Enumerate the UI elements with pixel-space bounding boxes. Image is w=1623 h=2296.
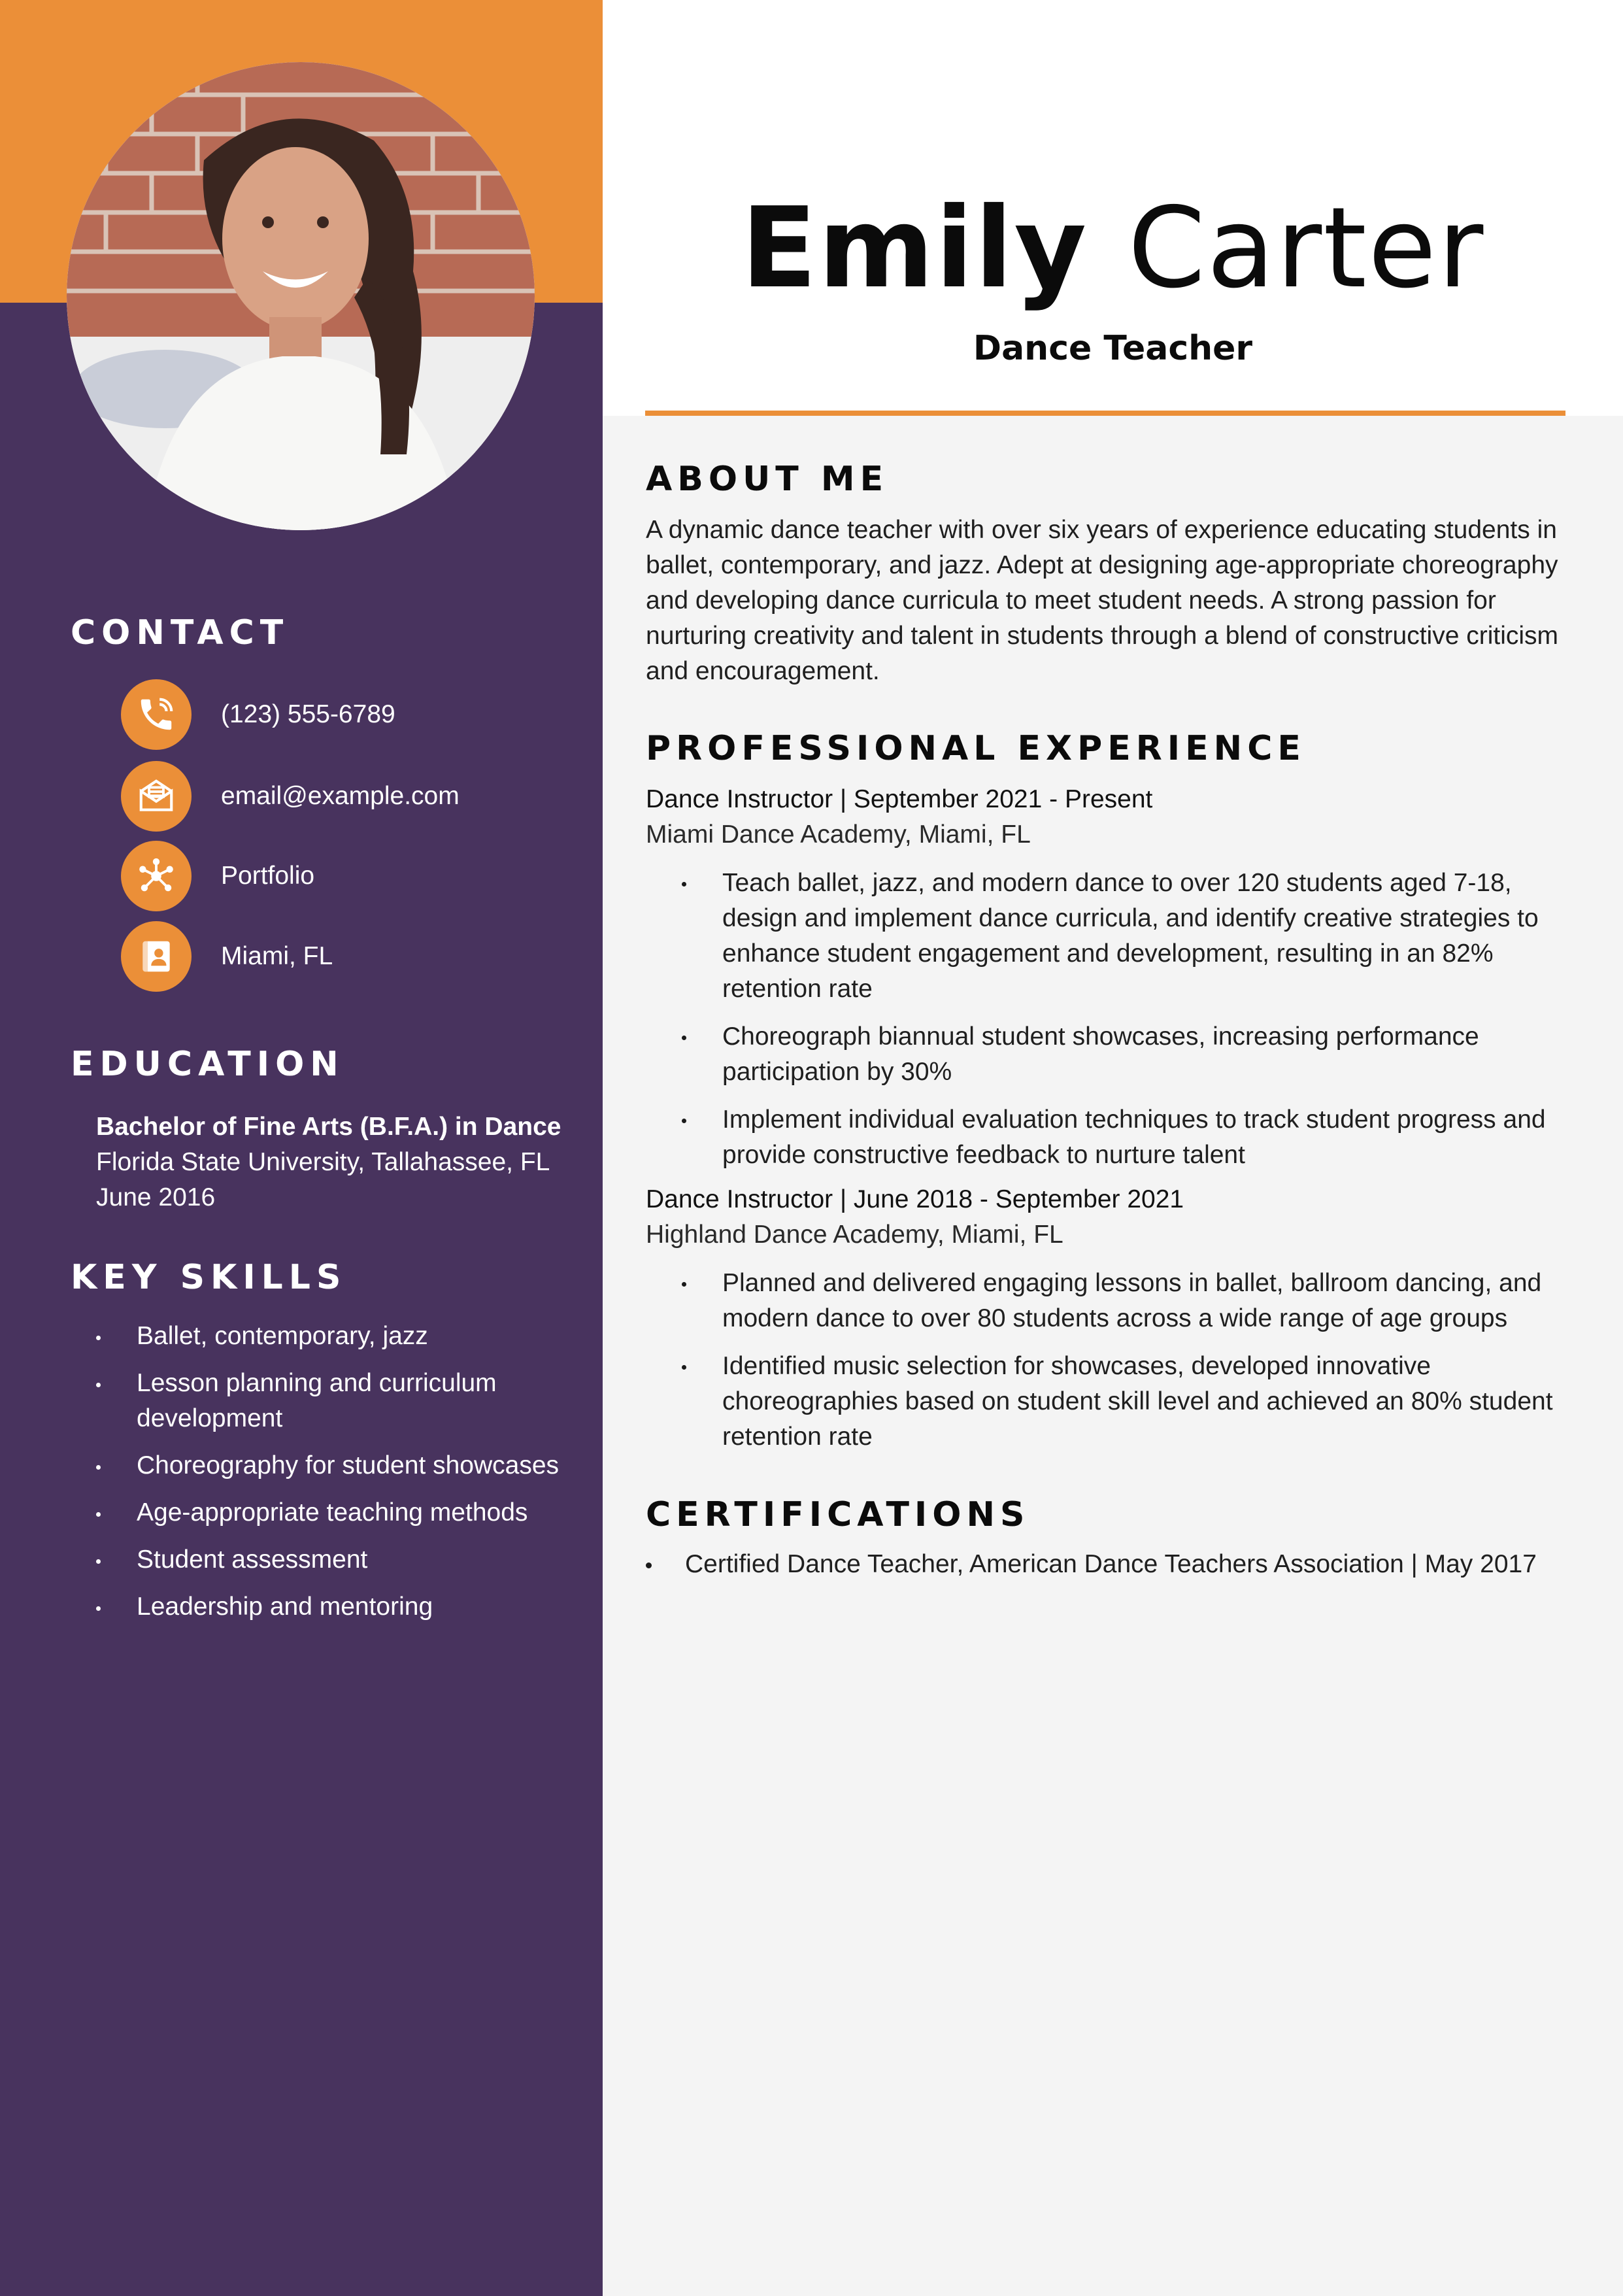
skill-item: Choreography for student showcases bbox=[96, 1448, 580, 1483]
certification-item: Certified Dance Teacher, American Dance Teachers Association | May 2017 bbox=[646, 1547, 1594, 1582]
job-bullets bbox=[646, 866, 1587, 1173]
job-entry bbox=[646, 782, 1587, 1185]
skill-item: Lesson planning and curriculum development bbox=[96, 1366, 580, 1436]
key-skills-list bbox=[96, 1319, 580, 1636]
education-heading: EDUCATION bbox=[71, 1045, 344, 1084]
job-bullet: Planned and delivered engaging lessons in ballet, ballroom dancing, and modern dance to over 80 students across a wide range of age groups bbox=[646, 1266, 1587, 1336]
email-icon bbox=[121, 761, 192, 832]
profile-photo bbox=[67, 62, 535, 530]
key-skills-heading: KEY SKILLS bbox=[71, 1258, 347, 1297]
education-date: June 2016 bbox=[96, 1183, 216, 1211]
job-title: Dance Teacher bbox=[973, 329, 1253, 368]
job-company: Miami Dance Academy, Miami, FL bbox=[646, 820, 1031, 849]
skill-item: Age-appropriate teaching methods bbox=[96, 1495, 580, 1530]
skill-item: Leadership and mentoring bbox=[96, 1589, 580, 1625]
candidate-name bbox=[603, 183, 1623, 314]
job-bullet: Choreograph biannual student showcases, increasing performance participation by 30% bbox=[646, 1019, 1587, 1090]
skill-item: Student assessment bbox=[96, 1542, 580, 1578]
job-role: Dance Instructor | June 2018 - September 2021 bbox=[646, 1185, 1184, 1213]
job-bullet: Identified music selection for showcases, developed innovative choreographies based on student skill level and achieved an 80% student retention rate bbox=[646, 1349, 1587, 1455]
contact-location-text: Miami, FL bbox=[221, 942, 333, 970]
contact-portfolio[interactable] bbox=[121, 840, 578, 912]
about-heading: ABOUT ME bbox=[646, 460, 889, 499]
last-name: Carter bbox=[1128, 184, 1485, 313]
certifications-heading: CERTIFICATIONS bbox=[646, 1495, 1030, 1534]
job-bullet: Teach ballet, jazz, and modern dance to over 120 students aged 7-18, design and implement dance curricula, and identify creative strategies to enhance student engagement and development, resulting in an 82% retention rate bbox=[646, 866, 1587, 1007]
contact-phone[interactable] bbox=[121, 679, 578, 751]
certifications-list bbox=[646, 1547, 1594, 1582]
job-company: Highland Dance Academy, Miami, FL bbox=[646, 1221, 1063, 1249]
phone-icon bbox=[121, 679, 192, 750]
skill-item: Ballet, contemporary, jazz bbox=[96, 1319, 580, 1354]
experience-heading: PROFESSIONAL EXPERIENCE bbox=[646, 729, 1306, 768]
portfolio-icon bbox=[121, 841, 192, 911]
education-school: Florida State University, Tallahassee, FL bbox=[96, 1148, 550, 1176]
job-bullets bbox=[646, 1266, 1587, 1455]
job-entry bbox=[646, 1182, 1587, 1467]
education-degree: Bachelor of Fine Arts (B.F.A.) in Dance bbox=[96, 1113, 561, 1141]
location-icon bbox=[121, 921, 192, 992]
contact-phone-text: (123) 555-6789 bbox=[221, 700, 395, 728]
contact-email-text: email@example.com bbox=[221, 782, 460, 810]
contact-location[interactable] bbox=[121, 920, 578, 992]
about-text: A dynamic dance teacher with over six years of experience educating students in ballet, contemporary, and jazz. Adept at designing age-appropriate choreography and developing dance curricula to meet student needs. A strong passion for nurturing creativity and talent in students through a blend of constructive criticism and encouragement. bbox=[646, 516, 1559, 685]
contact-portfolio-text: Portfolio bbox=[221, 862, 315, 890]
education-entry bbox=[96, 1109, 580, 1215]
contact-heading: CONTACT bbox=[71, 613, 290, 652]
contact-email[interactable] bbox=[121, 760, 578, 832]
sidebar bbox=[0, 303, 603, 2296]
job-bullet: Implement individual evaluation techniques to track student progress and provide constructive feedback to nurture talent bbox=[646, 1102, 1587, 1173]
job-role: Dance Instructor | September 2021 - Present bbox=[646, 785, 1153, 813]
first-name: Emily bbox=[741, 184, 1088, 313]
header-divider bbox=[645, 411, 1565, 416]
